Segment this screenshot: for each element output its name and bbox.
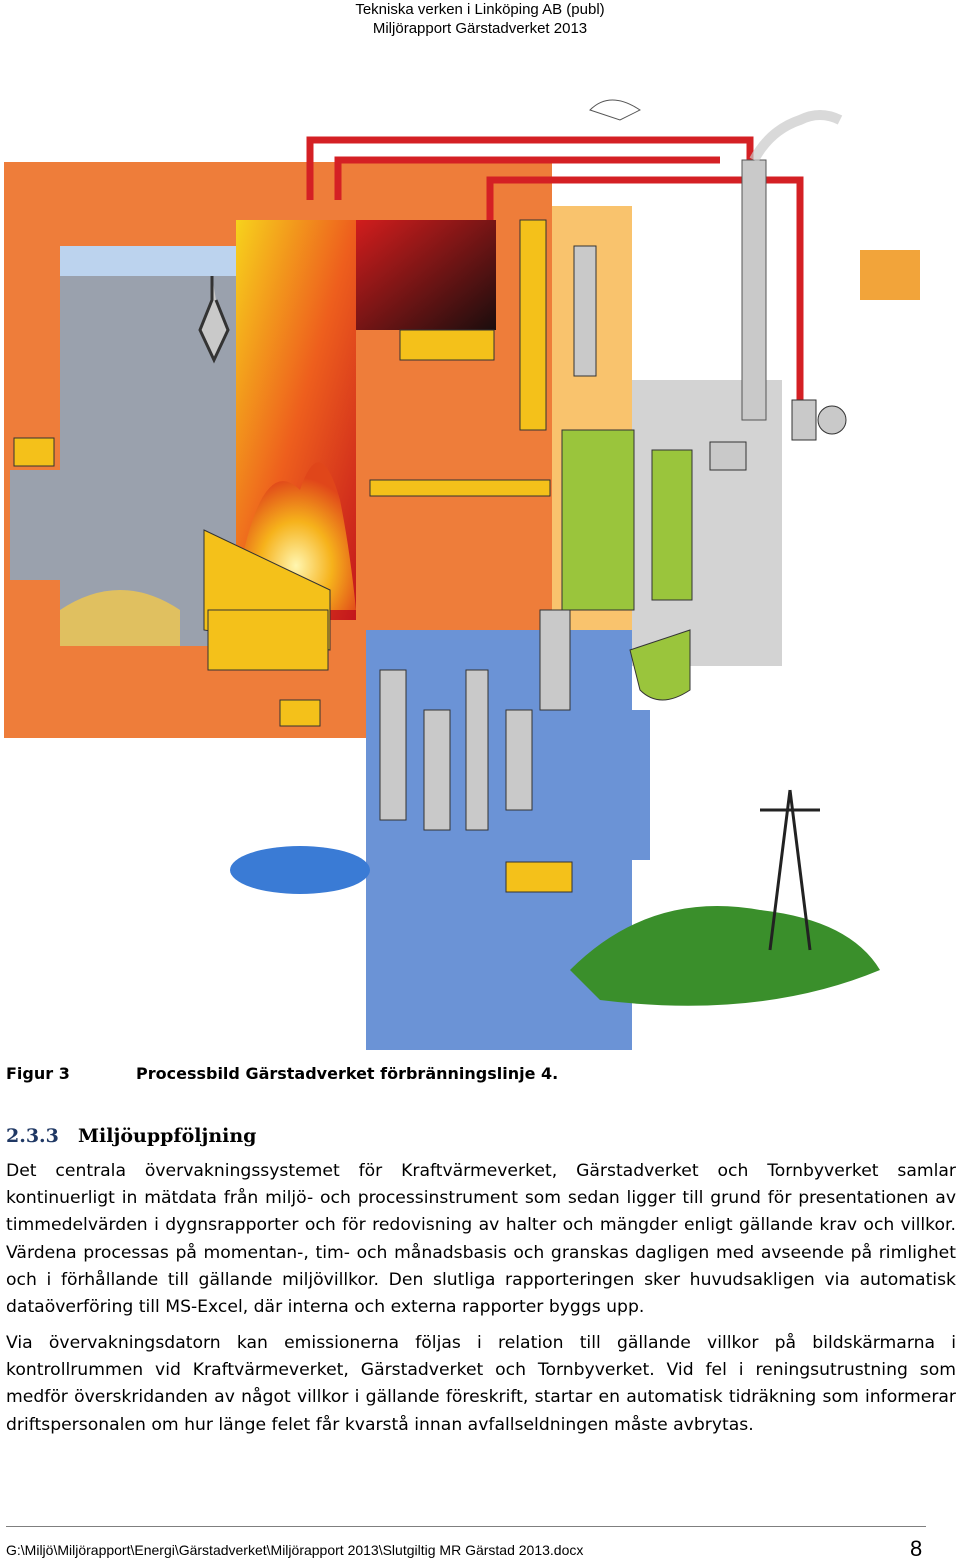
hopper-collector [400,330,494,360]
section-title: Miljöuppföljning [78,1125,257,1147]
paragraph: Det centrala övervakningssystemet för Kraftvärmeverket, Gärstadverket och Tornbyverket samlar kontinuerligt in mätdata från miljö- och processinstrument som sedan ligger till grund för presentationen av timmedelvärden i dygnsrapporter och för redovisning av halter och mängder enligt gällande krav och villkor. Värdena processas på momentan-, tim- och månadsbasis och granskas dagligen med avseende på rimlighet och i förhållande till gällande miljövillkor. Den slutliga rapporteringen sker huvudsakligen via automatisk dataöverföring till MS-Excel, där interna och externa rapporter byggs upp. [6,1161,956,1318]
section-heading [6,1125,256,1147]
lake [230,846,370,894]
figure-text: Processbild Gärstadverket förbränningslinje 4. [136,1064,559,1083]
smoke [754,115,840,160]
motor [710,442,746,470]
waste-truck [14,438,54,466]
generator [818,406,846,434]
page-number: 8 [910,1536,923,1561]
wash-column-1 [380,670,406,820]
paragraph: Via övervakningsdatorn kan emissionerna följas i relation till gällande villkor på bildskärmarna i kontrollrummen vid Kraftvärmeverket, Gärstadverket och Tornbyverket. Vid fel i reningsutrustning som medför överskridanden av något villkor i gällande föreskrift, startar en automatisk tidräkning som informerar driftspersonalen om hur länge felet får kvarstå innan avfallseldningen måste avbrytas. [6,1333,956,1435]
header-report: Miljörapport Gärstadverket 2013 [372,20,588,37]
wash-column-2 [424,710,450,830]
residue-containers [506,862,572,892]
conveyor [370,480,550,496]
tipping-hall [10,470,82,580]
page-header [0,0,960,38]
radiation-pass [356,220,496,330]
steam-drum [574,246,596,376]
heat-exchanger-2 [652,450,692,600]
bird-icon [590,100,640,120]
crane-rail [60,246,240,276]
process-illustration [0,70,960,1050]
footer-path: G:\Miljö\Miljörapport\Energi\Gärstadverket\Miljörapport 2013\Slutgiltig MR Gärstad 2013.docx [6,1542,584,1558]
heat-exchanger-1 [562,430,634,610]
footer-divider [6,1526,926,1527]
header-company: Tekniska verken i Linköping AB (publ) [355,1,605,18]
section-number: 2.3.3 [6,1125,59,1147]
economizer-tower [520,220,546,430]
figure-caption [6,1064,558,1083]
ash-hopper [208,610,328,670]
fabric-filter [540,610,570,710]
turbine [792,400,816,440]
scrubber-2 [506,710,532,810]
ash-truck [280,700,320,726]
chimney [742,160,766,420]
scrubber-1 [466,670,488,830]
power-plant-icon [860,250,920,300]
process-illustration-svg [0,70,960,1050]
figure-label: Figur 3 [6,1064,70,1083]
